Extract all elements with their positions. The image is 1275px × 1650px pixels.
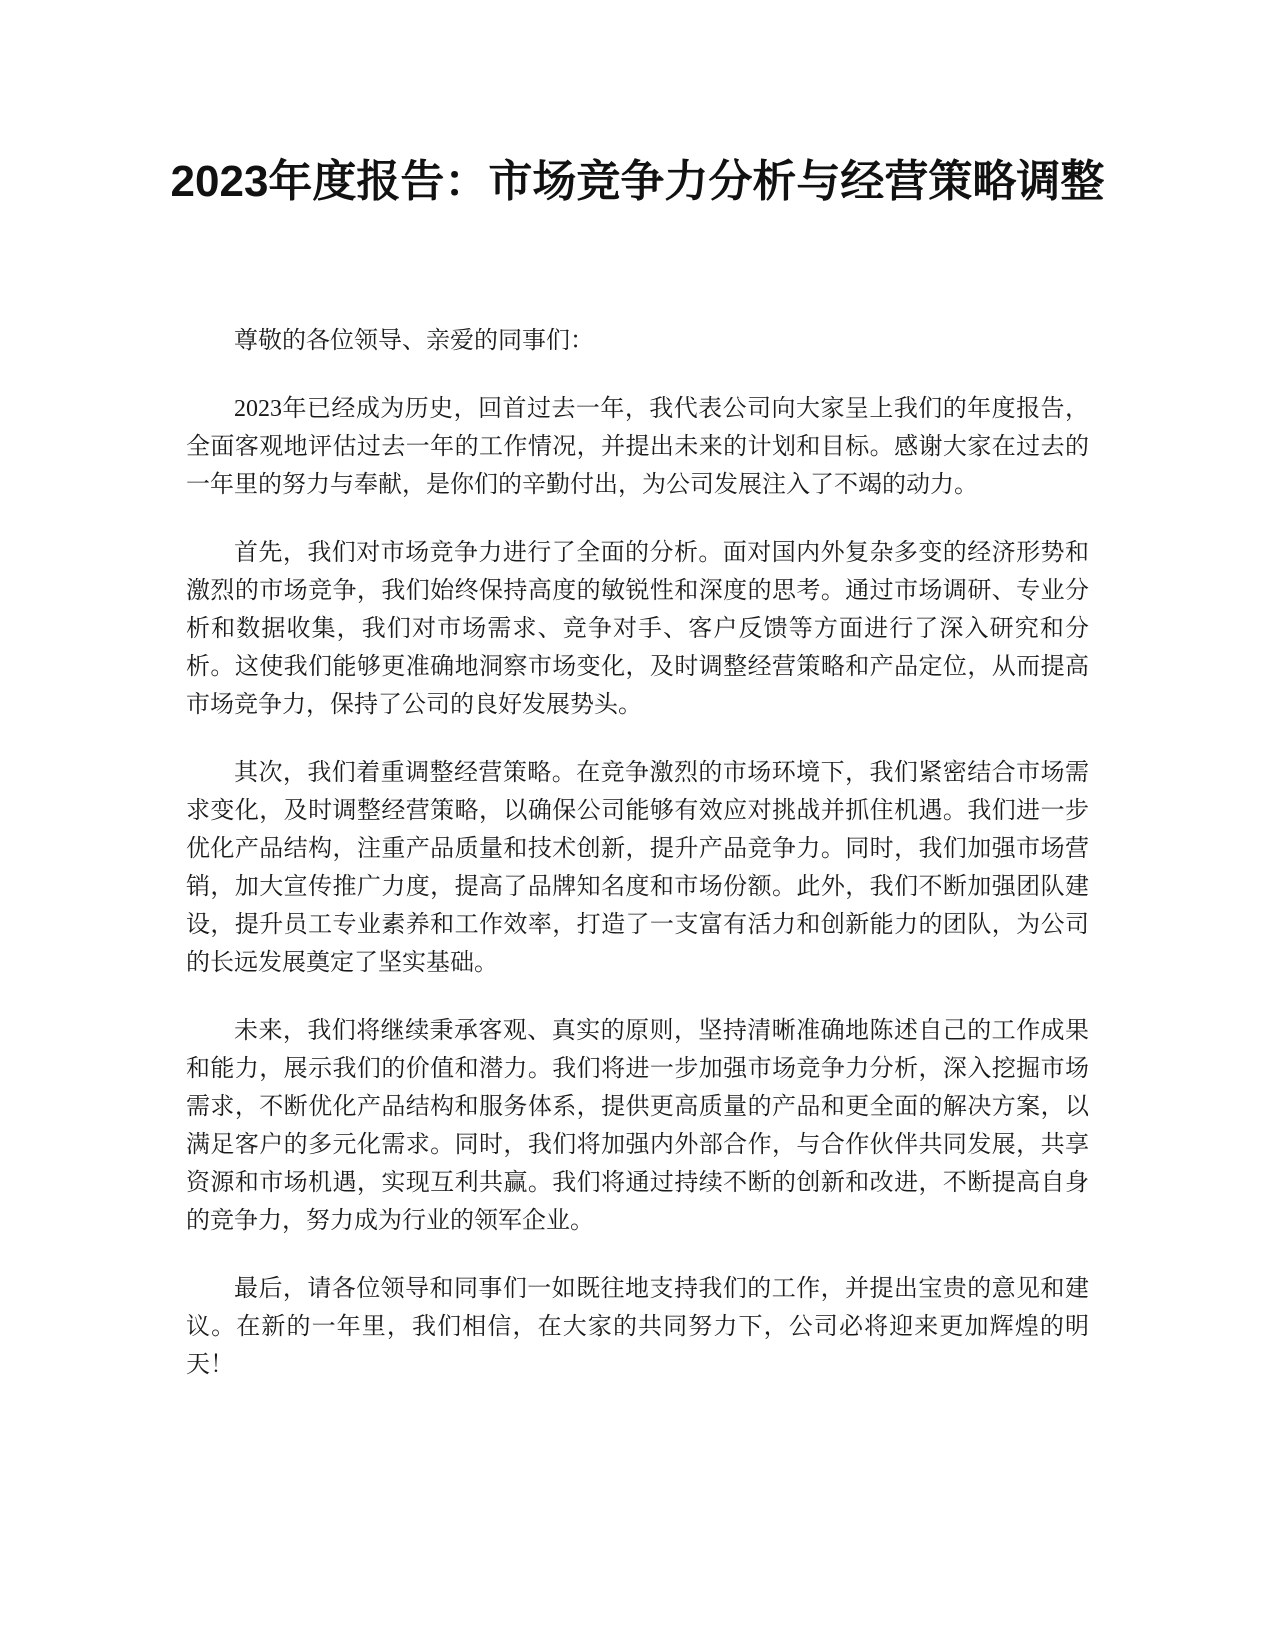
- paragraph-intro: 2023年已经成为历史，回首过去一年，我代表公司向大家呈上我们的年度报告，全面客观地评估过去一年的工作情况，并提出未来的计划和目标。感谢大家在过去的一年里的努力与奉献，是你们的辛勤付出，为公司发展注入了不竭的动力。: [186, 396, 1089, 498]
- paragraph-future-plan: 未来，我们将继续秉承客观、真实的原则，坚持清晰准确地陈述自己的工作成果和能力，展示我们的价值和潜力。我们将进一步加强市场竞争力分析，深入挖掘市场需求，不断优化产品结构和服务体系，提供更高质量的产品和更全面的解决方案，以满足客户的多元化需求。同时，我们将加强内外部合作，与合作伙伴共同发展，共享资源和市场机遇，实现互利共赢。我们将通过持续不断的创新和改进，不断提高自身的竞争力，努力成为行业的领军企业。: [186, 1018, 1089, 1234]
- paragraph-strategy-adjustment: 其次，我们着重调整经营策略。在竞争激烈的市场环境下，我们紧密结合市场需求变化，及时调整经营策略，以确保公司能够有效应对挑战并抓住机遇。我们进一步优化产品结构，注重产品质量和技术创新，提升产品竞争力。同时，我们加强市场营销，加大宣传推广力度，提高了品牌知名度和市场份额。此外，我们不断加强团队建设，提升员工专业素养和工作效率，打造了一支富有活力和创新能力的团队，为公司的长远发展奠定了坚实基础。: [186, 760, 1089, 976]
- paragraph-greeting: 尊敬的各位领导、亲爱的同事们：: [234, 328, 594, 354]
- paragraph-closing: 最后，请各位领导和同事们一如既往地支持我们的工作，并提出宝贵的意见和建议。在新的一年里，我们相信，在大家的共同努力下，公司必将迎来更加辉煌的明天！: [186, 1276, 1089, 1378]
- document-title: 2023年度报告：市场竞争力分析与经营策略调整: [170, 157, 1105, 206]
- document-body: [186, 322, 1089, 1414]
- paragraph-market-analysis: 首先，我们对市场竞争力进行了全面的分析。面对国内外复杂多变的经济形势和激烈的市场竞争，我们始终保持高度的敏锐性和深度的思考。通过市场调研、专业分析和数据收集，我们对市场需求、竞争对手、客户反馈等方面进行了深入研究和分析。这使我们能够更准确地洞察市场变化，及时调整经营策略和产品定位，从而提高市场竞争力，保持了公司的良好发展势头。: [186, 540, 1089, 718]
